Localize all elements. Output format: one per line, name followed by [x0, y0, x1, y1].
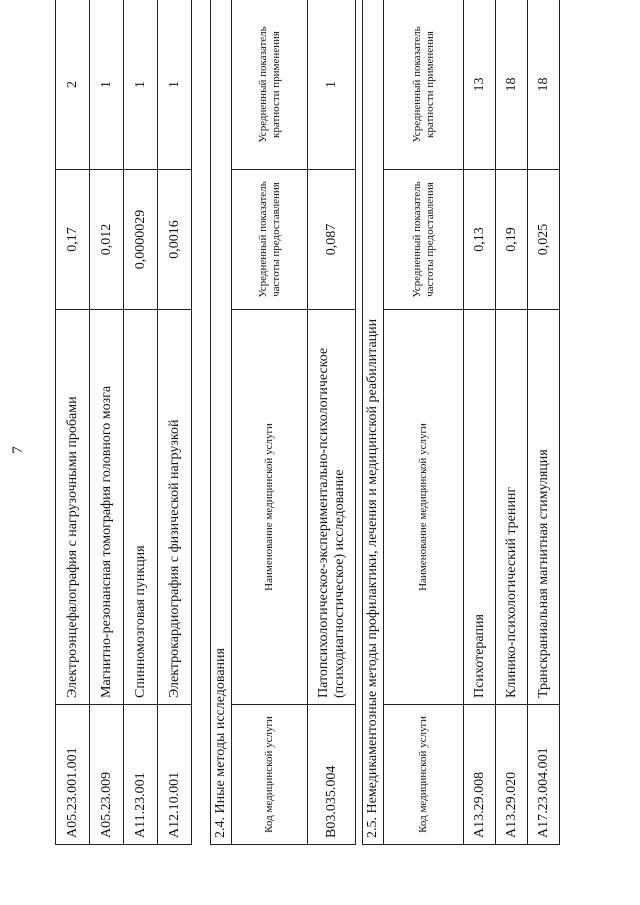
frequency-value: 0,025 [528, 170, 560, 310]
frequency-value: 0,0000029 [124, 170, 158, 310]
header-mult: Усредненный показатель кратности применения [384, 0, 464, 170]
header-name: Наименование медицинской услуги [384, 310, 464, 705]
table-row [90, 0, 124, 845]
page-number: 7 [10, 446, 26, 454]
frequency-value: 0,012 [90, 170, 124, 310]
multiplicity-value: 1 [90, 0, 124, 170]
table-row [56, 0, 90, 845]
multiplicity-value: 18 [528, 0, 560, 170]
multiplicity-value: 1 [158, 0, 192, 170]
table-section-2-5 [362, 0, 560, 845]
header-mult: Усредненный показатель кратности применения [232, 0, 308, 170]
multiplicity-value: 2 [56, 0, 90, 170]
table-row [496, 0, 528, 845]
multiplicity-value: 13 [464, 0, 496, 170]
frequency-value: 0,13 [464, 170, 496, 310]
multiplicity-value: 1 [308, 0, 356, 170]
service-code: А17.23.004.001 [528, 705, 560, 845]
service-name: Электроэнцефалография с нагрузочными пробами [56, 310, 90, 705]
frequency-value: 0,0016 [158, 170, 192, 310]
table-row [158, 0, 192, 845]
frequency-value: 0,19 [496, 170, 528, 310]
service-code: А05.23.001.001 [56, 705, 90, 845]
table-row [528, 0, 560, 845]
service-name: Спинномозговая пункция [124, 310, 158, 705]
table-row [124, 0, 158, 845]
service-name: Психотерапия [464, 310, 496, 705]
table-row [308, 0, 356, 845]
service-name: Патопсихологическое-экспериментально-психологическое (психодиагностическое) исследование [308, 310, 356, 705]
service-code: А05.23.009 [90, 705, 124, 845]
table-row [464, 0, 496, 845]
section-title: 2.4. Иные методы исследования [211, 0, 232, 845]
header-code: Код медицинской услуги [232, 705, 308, 845]
service-code: В03.035.004 [308, 705, 356, 845]
service-name: Магнитно-резонансная томография головного мозга [90, 310, 124, 705]
service-code: А12.10.001 [158, 705, 192, 845]
table-section-2-4 [210, 0, 356, 845]
service-name: Клинико-психологический тренинг [496, 310, 528, 705]
frequency-value: 0,087 [308, 170, 356, 310]
service-code: А13.29.008 [464, 705, 496, 845]
service-name: Транскраниальная магнитная стимуляция [528, 310, 560, 705]
service-name: Электрокардиография с физической нагрузкой [158, 310, 192, 705]
section-title: 2.5. Немедикаментозные методы профилактики, лечения и медицинской реабилитации [363, 0, 384, 845]
service-code: А13.29.020 [496, 705, 528, 845]
header-freq: Усредненный показатель частоты предоставления [232, 170, 308, 310]
service-code: А11.23.001 [124, 705, 158, 845]
header-name: Наименование медицинской услуги [232, 310, 308, 705]
multiplicity-value: 1 [124, 0, 158, 170]
multiplicity-value: 18 [496, 0, 528, 170]
frequency-value: 0,17 [56, 170, 90, 310]
header-code: Код медицинской услуги [384, 705, 464, 845]
table-top [55, 0, 192, 845]
header-freq: Усредненный показатель частоты предоставления [384, 170, 464, 310]
